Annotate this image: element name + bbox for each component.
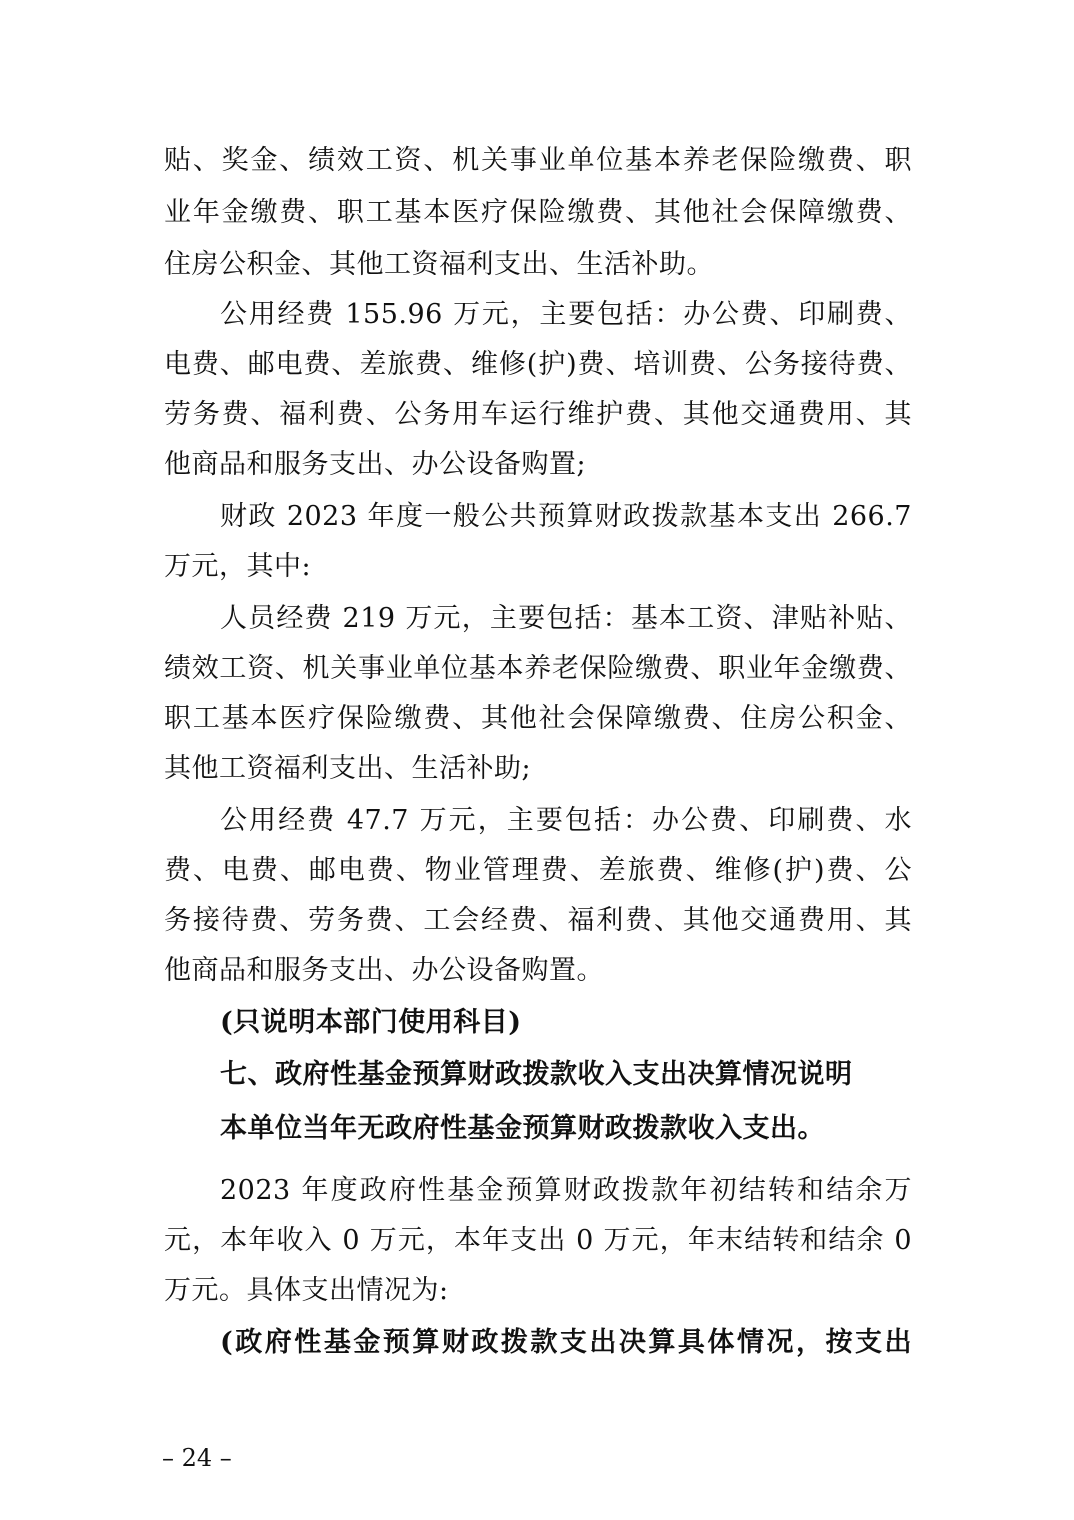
text-line-13: 其他工资福利支出、生活补助; <box>164 753 532 784</box>
section-heading: 七、政府性基金预算财政拨款收入支出决算情况说明 <box>220 1059 853 1090</box>
text-line-1: 贴、奖金、绩效工资、机关事业单位基本养老保险缴费、职 <box>164 145 912 176</box>
section-statement: 本单位当年无政府性基金预算财政拨款收入支出。 <box>220 1113 825 1144</box>
text-line-9: 万元，其中: <box>164 551 312 582</box>
text-line-17: 他商品和服务支出、办公设备购置。 <box>164 955 604 986</box>
text-line-12: 职工基本医疗保险缴费、其他社会保障缴费、住房公积金、 <box>164 703 912 734</box>
page-number: – 24 – <box>162 1444 232 1472</box>
text-line-16: 务接待费、劳务费、工会经费、福利费、其他交通费用、其 <box>164 905 912 936</box>
text-line-6: 劳务费、福利费、公务用车运行维护费、其他交通费用、其 <box>164 399 912 430</box>
text-line-5: 电费、邮电费、差旅费、维修(护)费、培训费、公务接待费、 <box>164 349 912 380</box>
text-line-7: 他商品和服务支出、办公设备购置; <box>164 449 587 480</box>
text-line-3: 住房公积金、其他工资福利支出、生活补助。 <box>164 249 714 280</box>
text-line-2: 业年金缴费、职工基本医疗保险缴费、其他社会保障缴费、 <box>164 197 912 228</box>
text-line-4: 公用经费 155.96 万元，主要包括：办公费、印刷费、 <box>220 299 912 330</box>
text-line-15: 费、电费、邮电费、物业管理费、差旅费、维修(护)费、公 <box>164 855 912 886</box>
text-line-10: 人员经费 219 万元，主要包括：基本工资、津贴补贴、 <box>220 603 912 634</box>
text-line-14: 公用经费 47.7 万元，主要包括：办公费、印刷费、水 <box>220 805 912 836</box>
text-line-24: (政府性基金预算财政拨款支出决算具体情况，按支出 <box>220 1327 912 1358</box>
text-line-11: 绩效工资、机关事业单位基本养老保险缴费、职业年金缴费、 <box>164 653 912 684</box>
text-line-21: 2023 年度政府性基金预算财政拨款年初结转和结余万 <box>220 1175 912 1206</box>
scope-note: (只说明本部门使用科目) <box>220 1007 522 1038</box>
text-line-23: 万元。具体支出情况为: <box>164 1275 449 1306</box>
text-line-8: 财政 2023 年度一般公共预算财政拨款基本支出 266.7 <box>220 501 912 532</box>
text-line-22: 元，本年收入 0 万元，本年支出 0 万元，年末结转和结余 0 <box>164 1225 912 1256</box>
